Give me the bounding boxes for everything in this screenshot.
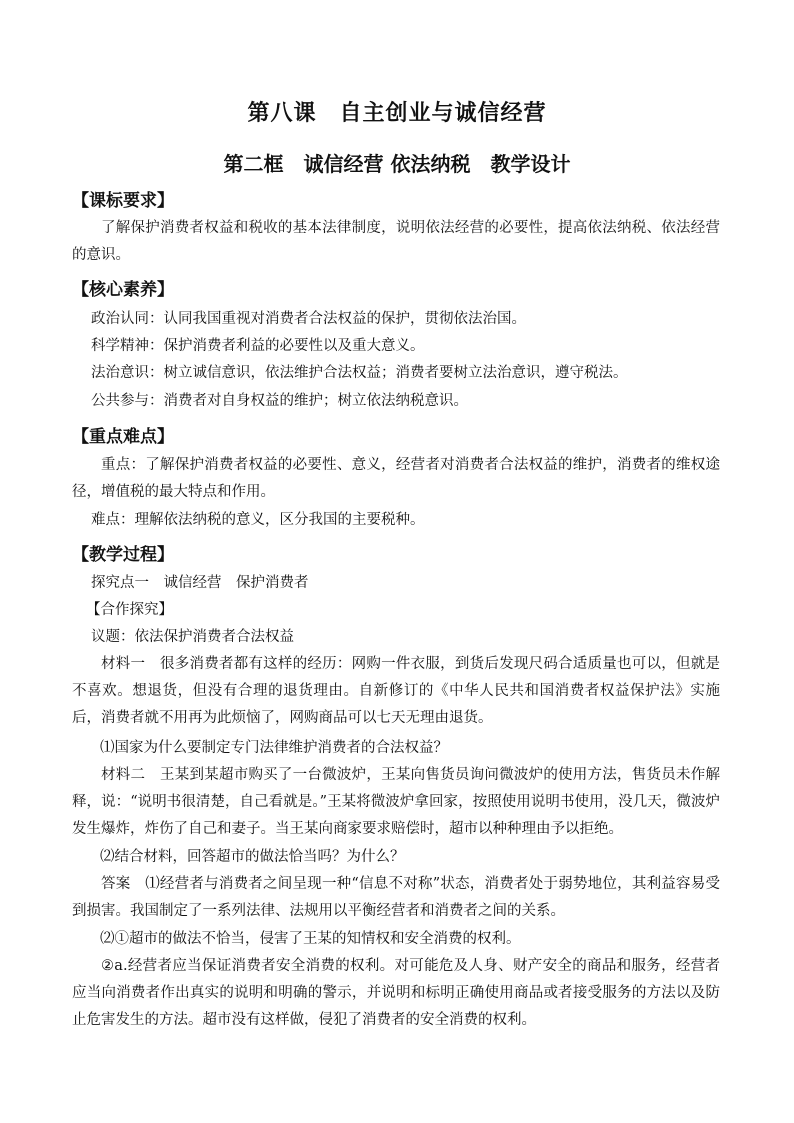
section-heading-teaching-process: 【教学过程】 <box>72 545 174 565</box>
question-one: ⑴国家为什么要制定专门法律维护消费者的合法权益？ <box>100 740 448 756</box>
section-heading-curriculum: 【课标要求】 <box>72 191 174 211</box>
cooperative-inquiry-label: 【合作探究】 <box>86 602 173 618</box>
answer-one-text: 答案 ⑴经营者与消费者之间呈现一种“信息不对称”状态，消费者处于弱势地位，其利益容易受到损害。我国制定了一系列法律、法规用以平衡经营者和消费者之间的关系。 <box>72 876 720 919</box>
core-literacy-item: 科学精神：保护消费者利益的必要性以及重大意义。 <box>91 338 425 354</box>
core-literacy-item: 政治认同：认同我国重视对消费者合法权益的保护，贯彻依法治国。 <box>91 311 526 327</box>
lesson-title: 第八课 自主创业与诚信经营 <box>247 100 547 126</box>
curriculum-text: 了解保护消费者权益和税收的基本法律制度，说明依法经营的必要性，提高依法纳税、依法经营的意识。 <box>72 220 720 263</box>
material-two-text: 材料二 王某到某超市购买了一台微波炉，王某向售货员询问微波炉的使用方法，售货员未作解释，说：“说明书很清楚，自己看就是。”王某将微波炉拿回家，按照使用说明书使用，没几天，微波炉发生爆炸，炸伤了自己和妻子。当王某向商家要求赔偿时，超市以种种理由予以拒绝。 <box>72 767 720 837</box>
section-heading-key-points: 【重点难点】 <box>72 427 174 447</box>
question-two: ⑵结合材料，回答超市的做法恰当吗？为什么？ <box>100 849 405 865</box>
difficult-point-text: 难点：理解依法纳税的意义，区分我国的主要税种。 <box>91 512 425 528</box>
lesson-subtitle: 第二框 诚信经营 依法纳税 教学设计 <box>223 152 571 176</box>
material-one-text: 材料一 很多消费者都有这样的经历：网购一件衣服，到货后发现尺码合适质量也可以，但就是不喜欢。想退货，但没有合理的退货理由。自新修订的《中华人民共和国消费者权益保护法》实施后，消费者就不用再为此烦恼了，网购商品可以七天无理由退货。 <box>72 656 720 726</box>
section-heading-core-literacy: 【核心素养】 <box>72 280 174 300</box>
topic-text: 议题：依法保护消费者合法权益 <box>91 629 294 645</box>
explore-point-title: 探究点一 诚信经营 保护消费者 <box>91 575 309 591</box>
core-literacy-item: 公共参与：消费者对自身权益的维护；树立依法纳税意识。 <box>91 393 468 409</box>
core-literacy-item: 法治意识：树立诚信意识，依法维护合法权益；消费者要树立法治意识，遵守税法。 <box>91 365 628 381</box>
answer-two-text: ⑵①超市的做法不恰当，侵害了王某的知情权和安全消费的权利。 <box>100 931 521 947</box>
key-point-text: 重点：了解保护消费者权益的必要性、意义，经营者对消费者合法权益的维护，消费者的维权途径，增值税的最大特点和作用。 <box>72 457 720 500</box>
answer-three-text: ②a.经营者应当保证消费者安全消费的权利。对可能危及人身、财产安全的商品和服务，经营者应当向消费者作出真实的说明和明确的警示，并说明和标明正确使用商品或者接受服务的方法以及防止危害发生的方法。超市没有这样做，侵犯了消费者的安全消费的权利。 <box>72 958 720 1028</box>
